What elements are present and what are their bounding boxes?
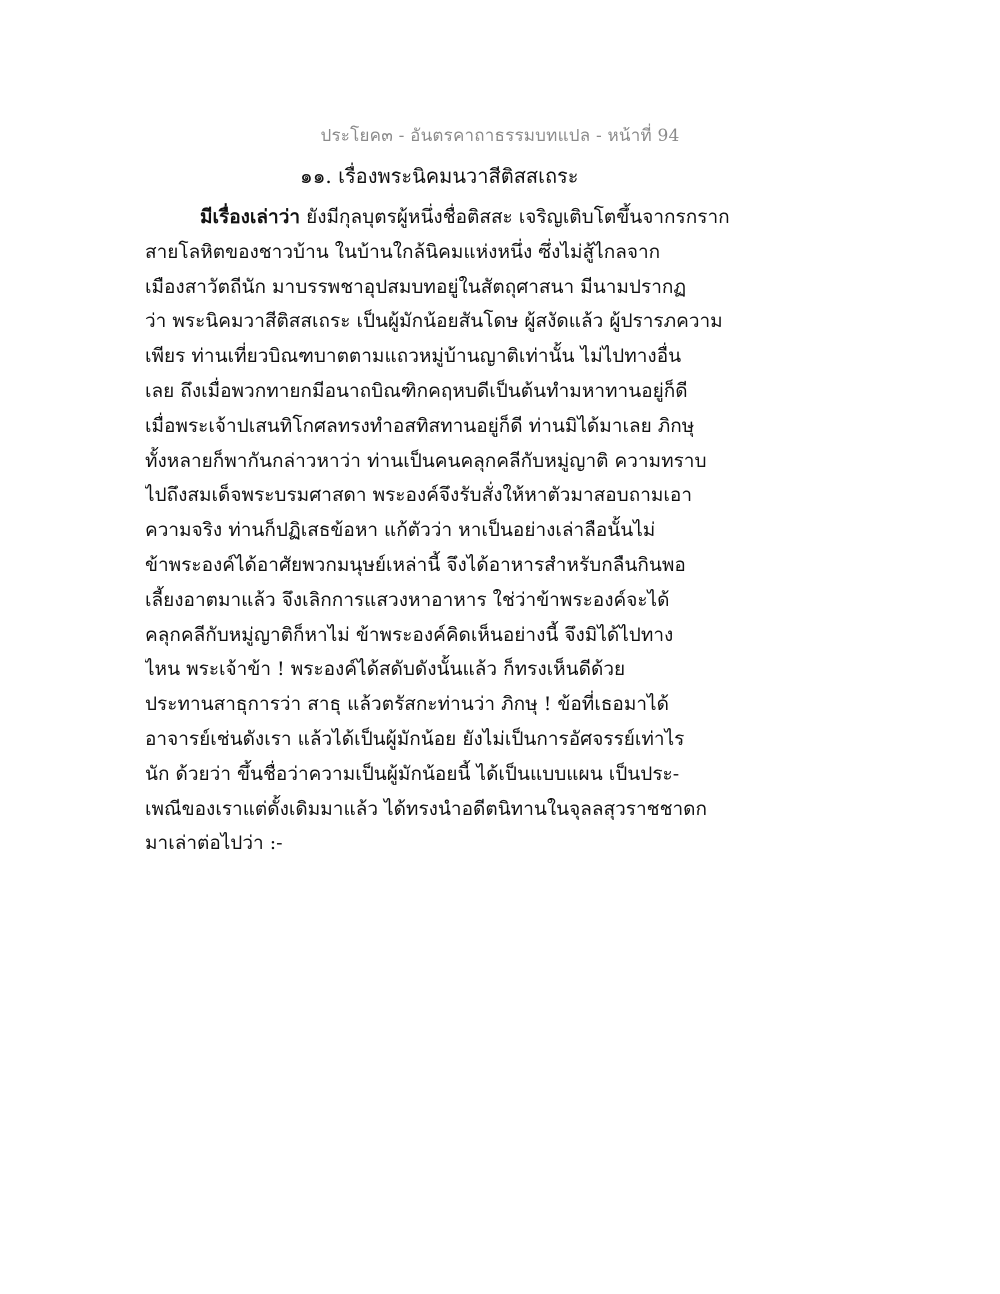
first-line-text: ยังมีกุลบุตรผู้หนึ่งชื่อติสสะ เจริญเติบโตขึ้นจากรกราก — [300, 206, 730, 228]
paragraph-line: ประทานสาธุการว่า สาธุ แล้วตรัสกะท่านว่า ภิกษุ ! ข้อที่เธอมาได้ — [145, 693, 669, 716]
paragraph-line: คลุกคลีกับหมู่ญาติก็หาไม่ ข้าพระองค์คิดเห็นอย่างนี้ จึงมิได้ไปทาง — [145, 623, 674, 646]
paragraph-line: เพณีของเราแต่ดั้งเดิมมาแล้ว ได้ทรงนำอดีตนิทานในจุลลสุวราชชาดก — [145, 797, 707, 820]
paragraph-line: เพียร ท่านเที่ยวบิณฑบาตตามแถวหมู่บ้านญาติเท่านั้น ไม่ไปทางอื่น — [145, 345, 682, 368]
paragraph-line: มาเล่าต่อไปว่า :- — [145, 832, 283, 855]
paragraph-line: เมืองสาวัตถีนัก มาบรรพชาอุปสมบทอยู่ในสัตถุศาสนา มีนามปรากฏ — [145, 275, 687, 298]
paragraph-line: เมื่อพระเจ้าปเสนทิโกศลทรงทำอสทิสทานอยู่ก็ดี ท่านมิได้มาเลย ภิกษุ — [145, 414, 695, 437]
paragraph-line: ไปถึงสมเด็จพระบรมศาสดา พระองค์จึงรับสั่งให้หาตัวมาสอบถามเอา — [145, 484, 693, 507]
paragraph-line: ทั้งหลายก็พากันกล่าวหาว่า ท่านเป็นคนคลุกคลีกับหมู่ญาติ ความทราบ — [145, 449, 707, 472]
paragraph-line: ว่า พระนิคมวาสีติสสเถระ เป็นผู้มักน้อยสันโดษ ผู้สงัดแล้ว ผู้ปรารภความ — [145, 310, 723, 333]
story-body — [145, 200, 765, 861]
story-lead: มีเรื่องเล่าว่า — [200, 206, 301, 228]
story-title: ๑๑. เรื่องพระนิคมนวาสีติสสเถระ — [300, 164, 579, 188]
paragraph-line: เลย ถึงเมื่อพวกทายกมีอนาถบิณฑิกคฤหบดีเป็นต้นทำมหาทานอยู่ก็ดี — [145, 379, 688, 402]
paragraph-line: สายโลหิตของชาวบ้าน ในบ้านใกล้นิคมแห่งหนึ่ง ซึ่งไม่สู้ไกลจาก — [145, 240, 661, 263]
paragraph-first-line — [145, 200, 765, 235]
paragraph-line: นัก ด้วยว่า ขึ้นชื่อว่าความเป็นผู้มักน้อยนี้ ได้เป็นแบบแผน เป็นประ- — [145, 762, 680, 785]
paragraph-line: ไหน พระเจ้าข้า ! พระองค์ได้สดับดังนั้นแล้ว ก็ทรงเห็นดีด้วย — [145, 658, 626, 681]
paragraph-line: ข้าพระองค์ได้อาศัยพวกมนุษย์เหล่านี้ จึงได้อาหารสำหรับกลืนกินพอ — [145, 553, 686, 576]
running-header-text: ประโยค๓ - อันตรคาถาธรรมบทแปล - หน้าที่ 94 — [320, 126, 680, 146]
paragraph-line: เลี้ยงอาตมาแล้ว จึงเลิกการแสวงหาอาหาร ใช่ว่าข้าพระองค์จะได้ — [145, 588, 670, 611]
page-header — [0, 122, 1000, 149]
paragraph-line: ความจริง ท่านก็ปฏิเสธข้อหา แก้ตัวว่า หาเป็นอย่างเล่าลือนั้นไม่ — [145, 519, 656, 542]
paragraph-line: อาจารย์เช่นดังเรา แล้วได้เป็นผู้มักน้อย ยังไม่เป็นการอัศจรรย์เท่าไร — [145, 727, 685, 750]
